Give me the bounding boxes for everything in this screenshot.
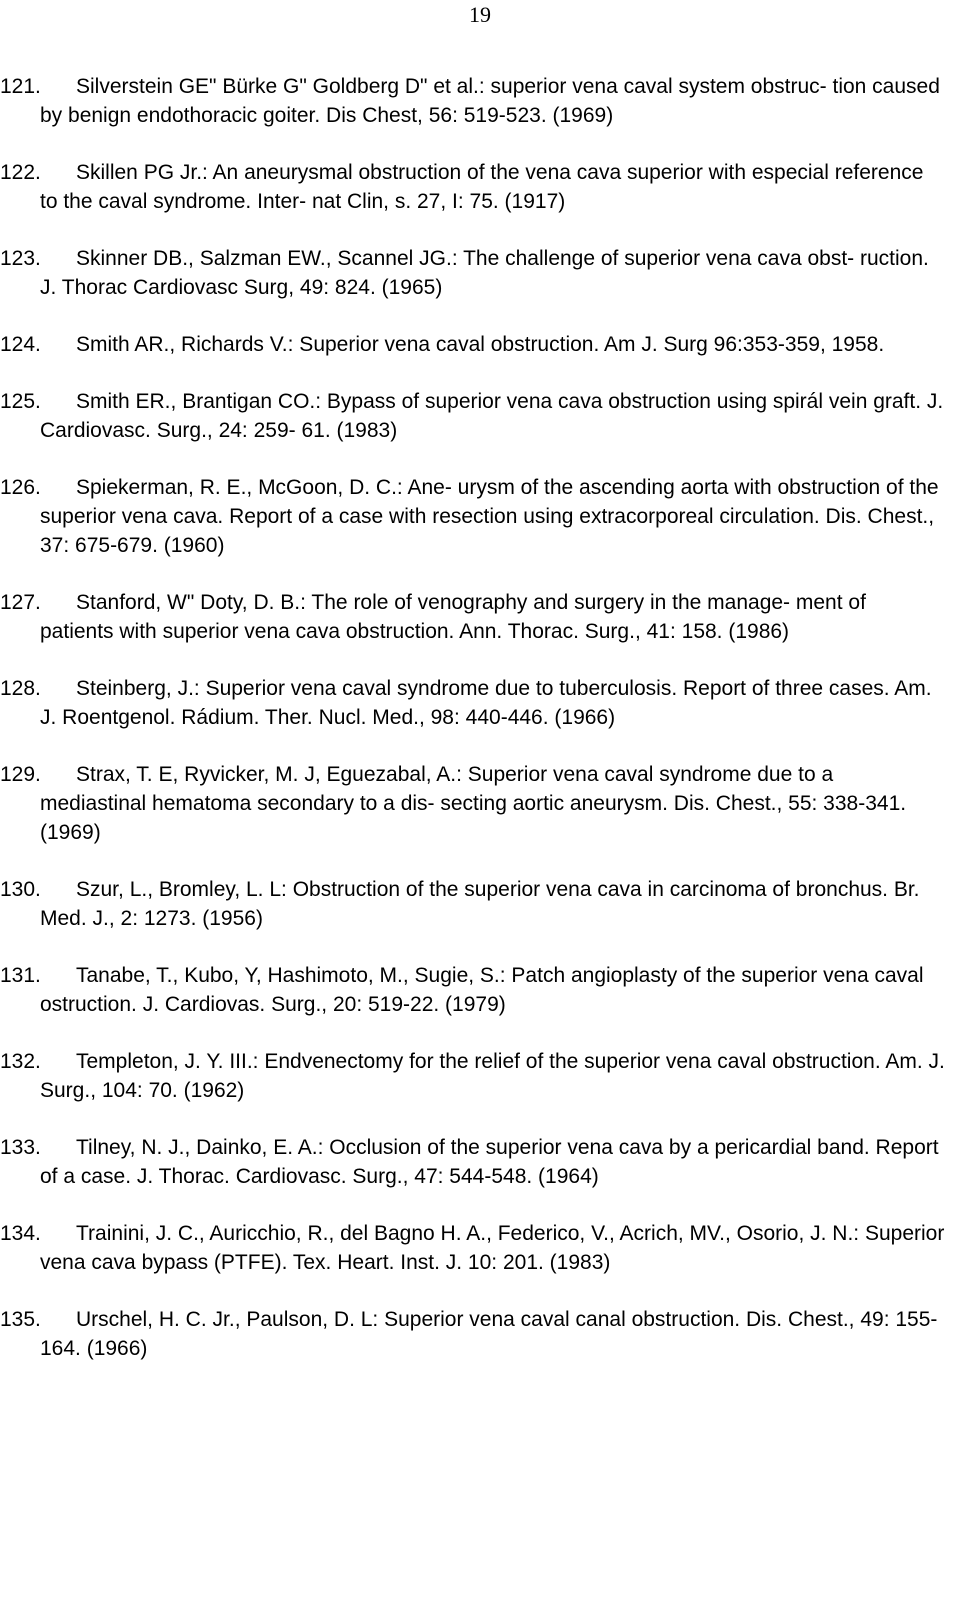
reference-item bbox=[0, 1133, 945, 1191]
reference-number: 122. bbox=[0, 161, 41, 184]
reference-text: Smith ER., Brantigan CO.: Bypass of superior vena cava obstruction using spirál vein graft. J. Cardiovasc. Surg., 24: 259- 61. (1983) bbox=[40, 390, 944, 442]
reference-list bbox=[0, 72, 945, 1391]
reference-item bbox=[0, 875, 945, 933]
reference-text: Stanford, W" Doty, D. B.: The role of venography and surgery in the manage- ment of patients with superior vena cava obstruction. Ann. Thorac. Surg., 41: 158. (1986) bbox=[40, 591, 866, 643]
page-number: 19 bbox=[469, 2, 491, 27]
reference-text: Tanabe, T., Kubo, Y, Hashimoto, M., Sugie, S.: Patch angioplasty of the superior vena caval ostruction. J. Cardiovas. Surg., 20: 519-22. (1979) bbox=[40, 964, 924, 1016]
reference-text: Silverstein GE" Bürke G" Goldberg D" et al.: superior vena caval system obstruc- tion caused by benign endothoracic goiter. Dis Chest, 56: 519-523. (1969) bbox=[40, 75, 940, 127]
reference-item bbox=[0, 1305, 945, 1363]
reference-number: 131. bbox=[0, 964, 41, 987]
reference-text: Skinner DB., Salzman EW., Scannel JG.: The challenge of superior vena cava obst- ruction. J. Thorac Cardiovasc Surg, 49: 824. (1965) bbox=[40, 247, 929, 299]
reference-text: Smith AR., Richards V.: Superior vena caval obstruction. Am J. Surg 96:353-359, 1958. bbox=[76, 333, 885, 356]
reference-text: Spiekerman, R. E., McGoon, D. C.: Ane- urysm of the ascending aorta with obstruction of the superior vena cava. Report of a case with resection using extracorporeal circulation. Dis. Chest., 37: 675-679. (1960) bbox=[40, 476, 939, 557]
reference-number: 126. bbox=[0, 476, 41, 499]
reference-text: Skillen PG Jr.: An aneurysmal obstruction of the vena cava superior with especial reference to the caval syndrome. Inter- nat Clin, s. 27, I: 75. (1917) bbox=[40, 161, 924, 213]
reference-number: 123. bbox=[0, 247, 41, 270]
reference-text: Urschel, H. C. Jr., Paulson, D. L: Superior vena caval canal obstruction. Dis. Chest., 49: 155-164. (1966) bbox=[40, 1308, 938, 1360]
reference-item bbox=[0, 760, 945, 847]
reference-item bbox=[0, 473, 945, 560]
reference-number: 129. bbox=[0, 763, 41, 786]
reference-item bbox=[0, 387, 945, 445]
reference-item bbox=[0, 674, 945, 732]
reference-item bbox=[0, 1219, 945, 1277]
reference-item bbox=[0, 588, 945, 646]
reference-text: Szur, L., Bromley, L. L: Obstruction of the superior vena cava in carcinoma of bronchus. Br. Med. J., 2: 1273. (1956) bbox=[40, 878, 920, 930]
reference-text: Trainini, J. C., Auricchio, R., del Bagno H. A., Federico, V., Acrich, MV., Osorio, J. N.: Superior vena cava bypass (PTFE). Tex. Heart. Inst. J. 10: 201. (1983) bbox=[40, 1222, 945, 1274]
reference-item bbox=[0, 72, 945, 130]
reference-text: Steinberg, J.: Superior vena caval syndrome due to tuberculosis. Report of three cases. Am. J. Roentgenol. Rádium. Ther. Nucl. Med., 98: 440-446. (1966) bbox=[40, 677, 932, 729]
reference-text: Templeton, J. Y. III.: Endvenectomy for the relief of the superior vena caval obstruction. Am. J. Surg., 104: 70. (1962) bbox=[40, 1050, 945, 1102]
reference-text: Strax, T. E, Ryvicker, M. J, Eguezabal, A.: Superior vena caval syndrome due to a mediastinal hematoma secondary to a dis- secting aortic aneurysm. Dis. Chest., 55: 338-341. (1969) bbox=[40, 763, 907, 844]
reference-text: Tilney, N. J., Dainko, E. A.: Occlusion of the superior vena cava by a pericardial band. Report of a case. J. Thorac. Cardiovasc. Surg., 47: 544-548. (1964) bbox=[40, 1136, 939, 1188]
reference-number: 134. bbox=[0, 1222, 41, 1245]
reference-number: 128. bbox=[0, 677, 41, 700]
reference-number: 121. bbox=[0, 75, 41, 98]
reference-number: 132. bbox=[0, 1050, 41, 1073]
reference-item bbox=[0, 1047, 945, 1105]
reference-number: 130. bbox=[0, 878, 41, 901]
reference-number: 135. bbox=[0, 1308, 41, 1331]
reference-number: 124. bbox=[0, 333, 41, 356]
reference-number: 133. bbox=[0, 1136, 41, 1159]
reference-item bbox=[0, 961, 945, 1019]
reference-number: 125. bbox=[0, 390, 41, 413]
reference-item bbox=[0, 244, 945, 302]
reference-item bbox=[0, 330, 945, 359]
reference-number: 127. bbox=[0, 591, 41, 614]
reference-item bbox=[0, 158, 945, 216]
